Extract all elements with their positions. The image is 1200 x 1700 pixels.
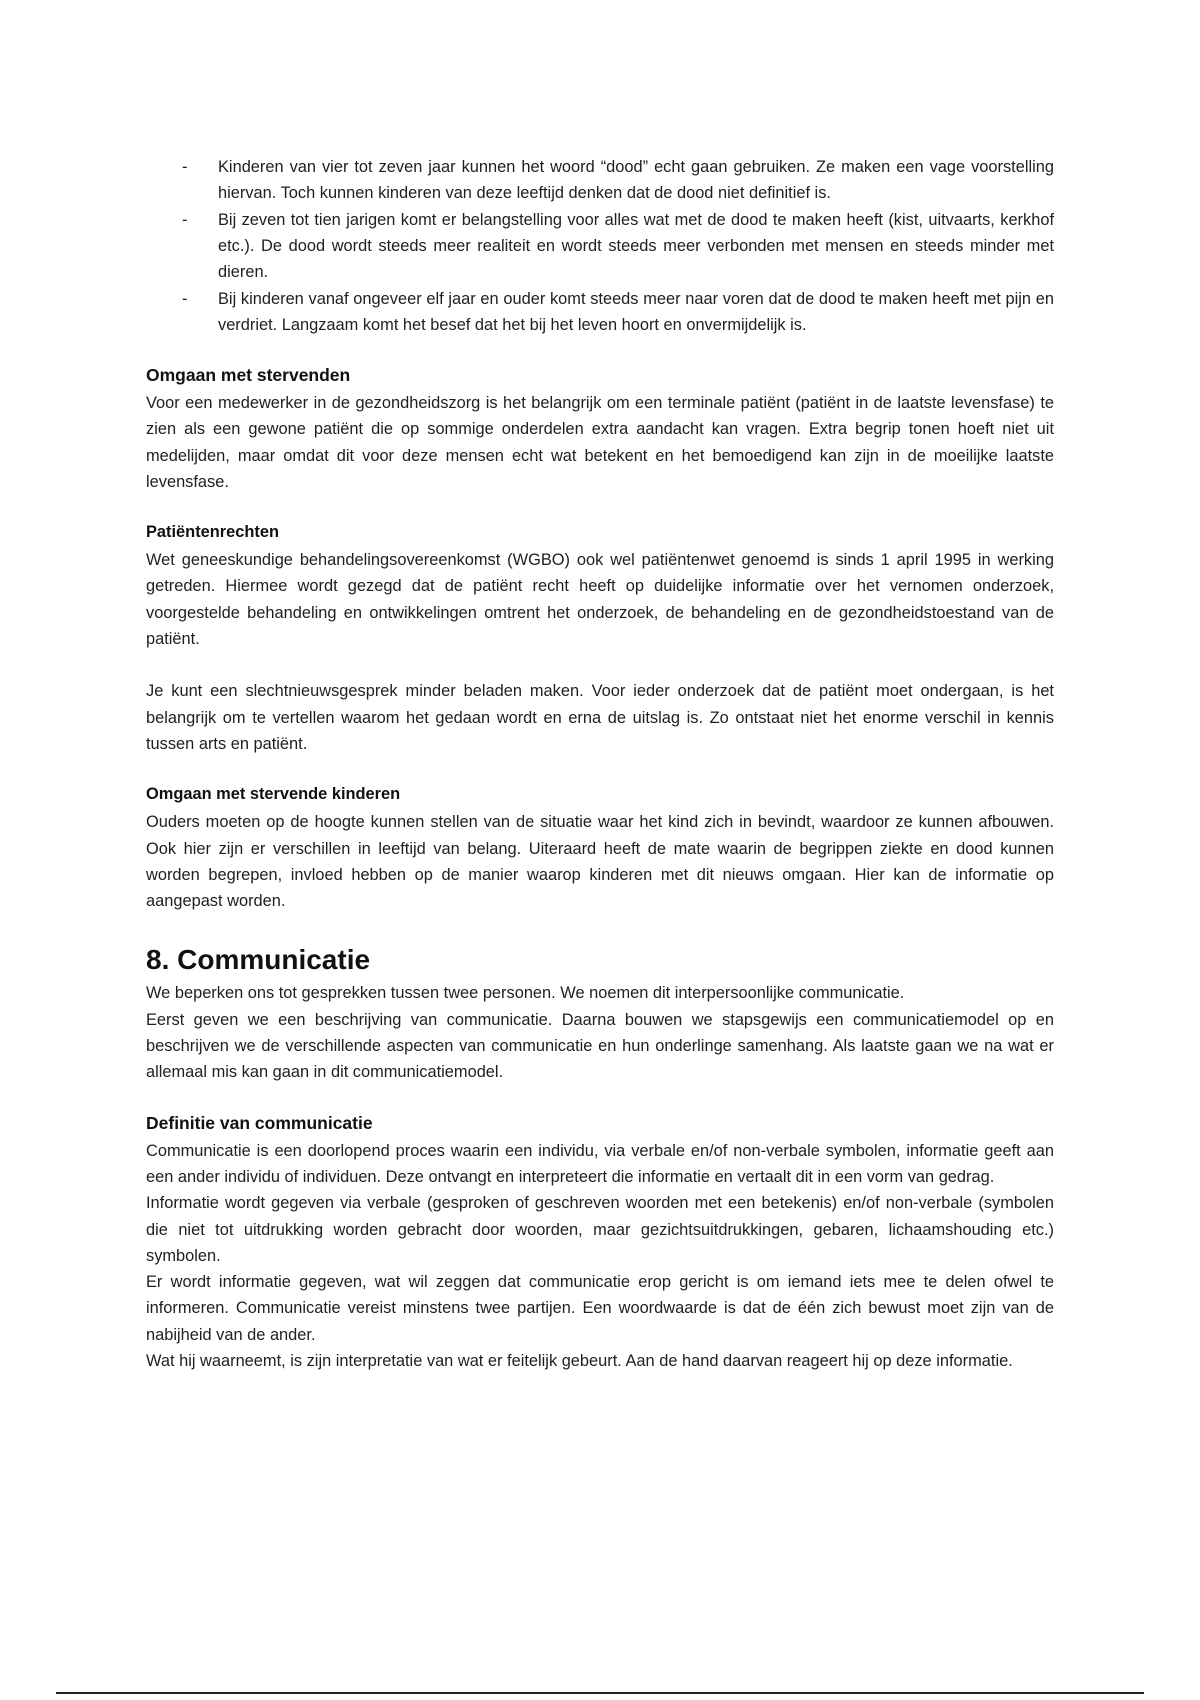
document-page — [146, 154, 1054, 1374]
list-item — [146, 286, 1054, 338]
bullet-dash: - — [182, 211, 188, 229]
paragraph-communicatiemodel: Eerst geven we een beschrijving van communicatie. Daarna bouwen we stapsgewijs een communicatiemodel op en beschrijven we de verschillende aspecten van communicatie en hun onderlinge samenhang. Als laatste gaan we na wat er allemaal mis kan gaan in dit communicatiemodel. — [146, 1010, 1054, 1082]
paragraph-wgbo: Wet geneeskundige behandelingsovereenkomst (WGBO) ook wel patiëntenwet genoemd is sinds 1 april 1995 in werking getreden. Hiermee wordt gezegd dat de patiënt recht heeft op duidelijke informatie over het vernomen onderzoek, voorgestelde behandeling en ontwikkelingen omtrent het onderzoek, de behandeling en de gezondheidstoestand van de patiënt. — [146, 551, 1054, 649]
bullet-text: Kinderen van vier tot zeven jaar kunnen het woord “dood” echt gaan gebruiken. Ze maken een vage voorstelling hiervan. Toch kunnen kinderen van deze leeftijd denken dat de dood niet definitief is. — [218, 158, 1054, 202]
age-bullet-list — [146, 154, 1054, 338]
heading-definitie-communicatie: Definitie van communicatie — [146, 1112, 373, 1133]
paragraph-definitie-4: Wat hij waarneemt, is zijn interpretatie van wat er feitelijk gebeurt. Aan de hand daarvan reageert hij op deze informatie. — [146, 1352, 1013, 1371]
bullet-text: Bij zeven tot tien jarigen komt er belangstelling voor alles wat met de dood te maken heeft (kist, uitvaarts, kerkhof etc.). De dood wordt steeds meer realiteit en wordt steeds meer verbonden met mensen en steeds minder met dieren. — [218, 211, 1054, 281]
footer-divider — [56, 1692, 1144, 1694]
paragraph-slechtnieuwsgesprek: Je kunt een slechtnieuwsgesprek minder beladen maken. Voor ieder onderzoek dat de patiënt moet ondergaan, is het belangrijk om te vertellen waarom het gedaan wordt en erna de uitslag is. Zo ontstaat niet het enorme verschil in kennis tussen arts en patiënt. — [146, 682, 1054, 753]
paragraph-interpersoonlijk: We beperken ons tot gesprekken tussen twee personen. We noemen dit interpersoonlijke communicatie. — [146, 984, 905, 1003]
bullet-dash: - — [182, 158, 188, 176]
paragraph-definitie-3: Er wordt informatie gegeven, wat wil zeggen dat communicatie erop gericht is om iemand iets mee te delen ofwel te informeren. Communicatie vereist minstens twee partijen. Een woordwaarde is dat de één zich bewust moet zijn van de nabijheid van de ander. — [146, 1273, 1054, 1344]
paragraph-definitie-2: Informatie wordt gegeven via verbale (gesproken of geschreven woorden met een betekenis) en/of non-verbale (symbolen die niet tot uitdrukking worden gebracht door woorden, maar gezichtsuitdrukkingen, gebaren, lichaamshouding etc.) symbolen. — [146, 1194, 1054, 1265]
bullet-dash: - — [182, 290, 188, 308]
bullet-text: Bij kinderen vanaf ongeveer elf jaar en ouder komt steeds meer naar voren dat de dood te maken heeft met pijn en verdriet. Langzaam komt het besef dat het bij het leven hoort en onvermijdelijk is. — [218, 290, 1054, 334]
chapter-heading-communicatie: 8. Communicatie — [146, 944, 371, 976]
paragraph-stervenden: Voor een medewerker in de gezondheidszorg is het belangrijk om een terminale patiënt (patiënt in de laatste levensfase) te zien als een gewone patiënt die op sommige onderdelen extra aandacht kan vragen. Extra begrip tonen hoeft niet uit medelijden, maar omdat dit voor deze mensen echt wat betekent en het bemoedigend kan zijn in de moeilijke laatste levensfase. — [146, 394, 1054, 491]
heading-omgaan-met-stervenden: Omgaan met stervenden — [146, 365, 351, 385]
list-item — [146, 154, 1054, 206]
list-item — [146, 207, 1054, 285]
heading-stervende-kinderen: Omgaan met stervende kinderen — [146, 785, 401, 804]
heading-patientenrechten: Patiëntenrechten — [146, 523, 279, 542]
paragraph-definitie-1: Communicatie is een doorlopend proces waarin een individu, via verbale en/of non-verbale symbolen, informatie geeft aan een ander individu of individuen. Deze ontvangt en interpreteert die informatie en vertaalt dit in een vorm van gedrag. — [146, 1141, 1054, 1186]
paragraph-stervende-kinderen: Ouders moeten op de hoogte kunnen stellen van de situatie waar het kind zich in bevindt, waardoor ze kunnen afbouwen. Ook hier zijn er verschillen in leeftijd van belang. Uiteraard heeft de mate waarin de begrippen ziekte en dood kunnen worden begrepen, invloed hebben op de manier waarop kinderen met dit nieuws omgaan. Hier kan de informatie op aangepast worden. — [146, 813, 1054, 911]
